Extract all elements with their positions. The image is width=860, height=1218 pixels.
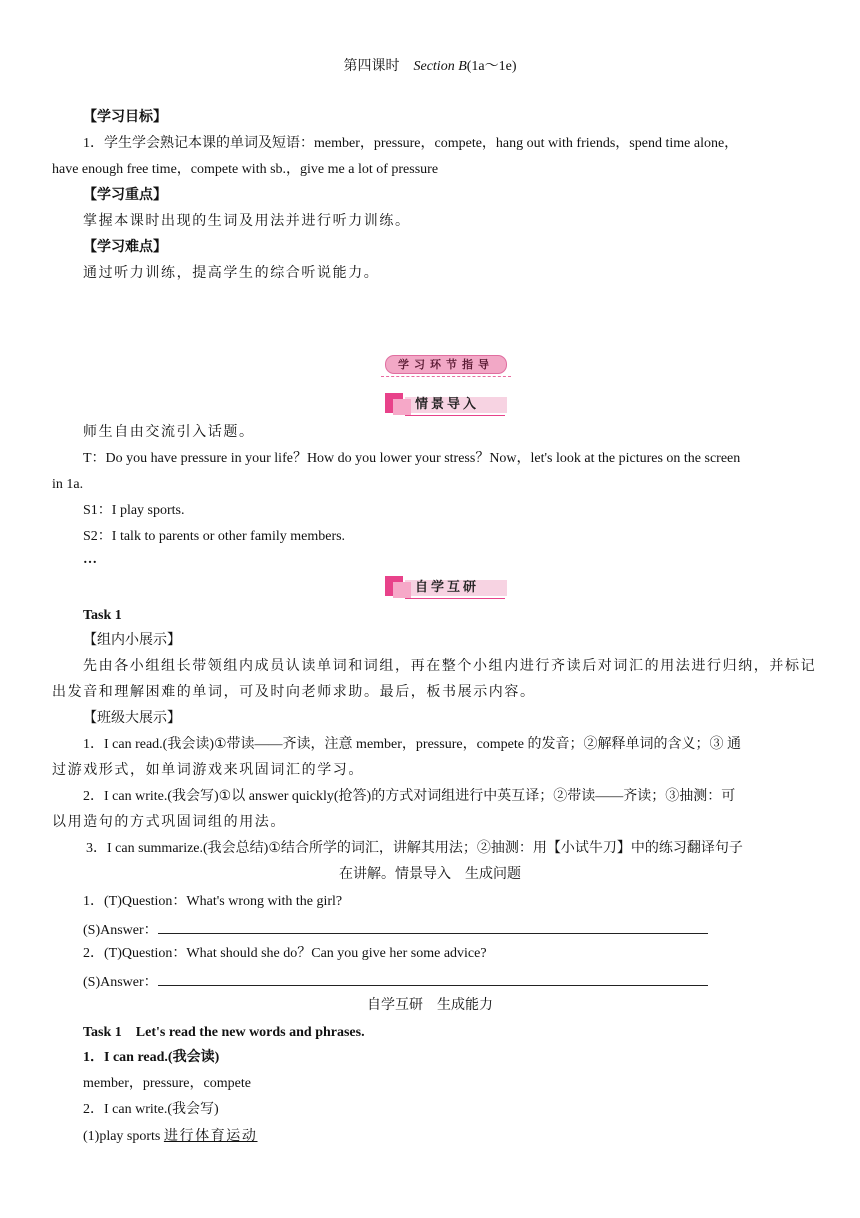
section-intro-banner bbox=[385, 393, 507, 421]
objectives-item-1-cont: have enough free time，compete with sb.，give me a lot of pressure bbox=[52, 162, 439, 177]
answer-2-row bbox=[83, 971, 708, 992]
difficulty-heading: 【学习难点】 bbox=[83, 240, 167, 255]
part2-read-heading: 1．I can read.(我会读) bbox=[83, 1050, 220, 1065]
class-item-1: 1．I can read.(我会读)①带读——齐读，注意 member，pressure，compete 的发音；②解释单词的含义；③ 通 bbox=[83, 737, 741, 752]
focus-heading: 【学习重点】 bbox=[83, 188, 167, 203]
page-title: 第四课时 Section B(1a～1e) bbox=[343, 59, 517, 74]
section-self-study-banner bbox=[385, 576, 507, 604]
answer-1-row bbox=[83, 919, 708, 940]
group-show-text: 先由各小组组长带领组内成员认读单词和词组，再在整个小组内进行齐读后对词汇的用法进行归纳，并标记 bbox=[83, 659, 817, 674]
teacher-line: T：Do you have pressure in your life？How do you lower your stress？Now，let's look at the pictures on the screen bbox=[83, 451, 741, 466]
part2-item-1-zh: 进行体育运动 bbox=[163, 1129, 258, 1144]
intro-paragraph: 师生自由交流引入话题。 bbox=[83, 425, 255, 440]
teacher-line-cont: in 1a. bbox=[52, 477, 84, 492]
answer-2-blank[interactable] bbox=[158, 971, 708, 986]
objectives-heading: 【学习目标】 bbox=[83, 110, 167, 125]
part2-heading: 自学互研 生成能力 bbox=[367, 998, 493, 1013]
part2-write-heading: 2．I can write.(我会写) bbox=[83, 1102, 219, 1117]
class-item-2-cont: 以用造句的方式巩固词组的用法。 bbox=[52, 815, 286, 830]
class-item-3: 3．I can summarize.(我会总结)①结合所学的词汇，讲解其用法；②抽测：用【小试牛刀】中的练习翻译句子 bbox=[86, 841, 743, 856]
class-item-3-cont: 在讲解。情景导入 生成问题 bbox=[339, 867, 521, 882]
class-item-2: 2．I can write.(我会写)①以 answer quickly(抢答)的方式对词组进行中英互译；②带读——齐读；③抽测：可 bbox=[83, 789, 736, 804]
answer-1-blank[interactable] bbox=[158, 919, 708, 934]
objectives-item-1: 1．学生学会熟记本课的单词及短语：member，pressure，compete，hang out with friends，spend time alone， bbox=[83, 136, 739, 151]
part2-item-1 bbox=[83, 1128, 258, 1146]
section-intro-label: 情景导入 bbox=[415, 397, 480, 412]
ellipsis: … bbox=[83, 552, 97, 567]
answer-1-label: (S)Answer： bbox=[83, 923, 158, 938]
part2-task-1: Task 1 Let's read the new words and phrases. bbox=[83, 1025, 365, 1040]
focus-text: 掌握本课时出现的生词及用法并进行听力训练。 bbox=[83, 214, 411, 229]
student1-line: S1：I play sports. bbox=[83, 503, 185, 518]
guide-badge-label: 学习环节指导 bbox=[398, 358, 494, 371]
part2-words: member，pressure，compete bbox=[83, 1076, 251, 1091]
student2-line: S2：I talk to parents or other family members. bbox=[83, 529, 346, 544]
group-show-text-cont: 出发音和理解困难的单词，可及时向老师求助。最后，板书展示内容。 bbox=[52, 685, 536, 700]
section-self-study-label: 自学互研 bbox=[415, 580, 480, 595]
question-1: 1．(T)Question：What's wrong with the girl? bbox=[83, 894, 343, 909]
group-show-heading: 【组内小展示】 bbox=[83, 633, 181, 648]
class-item-1-cont: 过游戏形式，如单词游戏来巩固词汇的学习。 bbox=[52, 763, 364, 778]
question-2: 2．(T)Question：What should she do？Can you give her some advice? bbox=[83, 946, 487, 961]
answer-2-label: (S)Answer： bbox=[83, 975, 158, 990]
difficulty-text: 通过听力训练，提高学生的综合听说能力。 bbox=[83, 266, 380, 281]
part2-item-1-en: (1)play sports bbox=[83, 1129, 164, 1144]
class-show-heading: 【班级大展示】 bbox=[83, 711, 181, 726]
task-1-label: Task 1 bbox=[83, 608, 122, 623]
guide-badge bbox=[381, 354, 511, 378]
